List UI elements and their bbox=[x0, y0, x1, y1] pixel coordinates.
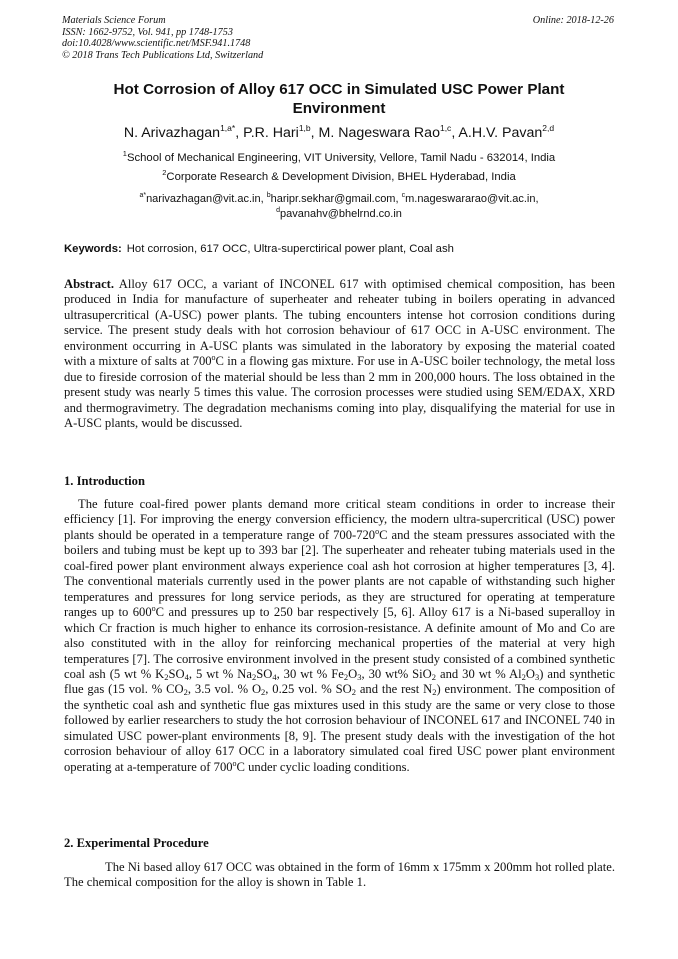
author-name: A.H.V. Pavan bbox=[458, 125, 543, 141]
keywords-label: Keywords: bbox=[64, 243, 122, 255]
subscript: 3 bbox=[534, 671, 540, 682]
subscript: 2 bbox=[343, 671, 349, 682]
author-separator: , bbox=[310, 125, 319, 141]
section-1-heading: 1. Introduction bbox=[64, 474, 145, 488]
online-date: Online: 2018-12-26 bbox=[532, 15, 614, 26]
author-name: P.R. Hari bbox=[243, 125, 299, 141]
subscript: 3 bbox=[357, 671, 362, 682]
journal-name: Materials Science Forum bbox=[62, 15, 166, 26]
subscript: 2 bbox=[164, 671, 169, 682]
author-name: N. Arivazhagan bbox=[123, 125, 221, 141]
subscript: 2 bbox=[351, 687, 356, 698]
abstract bbox=[64, 277, 615, 432]
subscript: 2 bbox=[431, 671, 437, 682]
author-emails bbox=[60, 192, 618, 221]
doi-line[interactable]: doi:10.4028/www.scientific.net/MSF.941.1748 bbox=[62, 38, 251, 50]
intro-text: and 30 wt % Al bbox=[436, 666, 522, 681]
intro-text: SO bbox=[256, 666, 273, 681]
email-sup: c bbox=[401, 192, 406, 199]
keywords-line bbox=[64, 242, 616, 256]
email-sup: d bbox=[276, 206, 281, 214]
subscript: 2 bbox=[521, 671, 526, 682]
intro-text: , 30 wt % Fe bbox=[276, 666, 344, 681]
copyright-line: © 2018 Trans Tech Publications Ltd, Switzerland bbox=[62, 49, 264, 61]
author-list bbox=[40, 124, 638, 142]
email-link[interactable]: m.nageswararao@vit.ac.in, bbox=[405, 193, 539, 205]
intro-text: , 30 wt% SiO bbox=[361, 666, 432, 681]
section-2-body bbox=[64, 860, 615, 891]
author-separator: , bbox=[451, 125, 459, 141]
experimental-text: The Ni based alloy 617 OCC was obtained in the form of 16mm x 175mm x 200mm hot rolled plate. The chemical composition for the alloy is shown in Table 1. bbox=[64, 860, 615, 890]
subscript: 2 bbox=[261, 687, 266, 698]
intro-text: C and the steam pressures associated with the boilers and tubing must be kept up to 393 bar [2]. The superheater and reheater tubing materials used in the coal-fired power plant environment always experience coal ash hot corrosion at higher temperatures [3, 4]. The conventional materials currently used in the power plants are not capable of withstanding such higher temperatures and pressures for long service periods, as they are structured for operating at temperature ranges up to 600 bbox=[64, 527, 616, 620]
journal-header bbox=[62, 15, 462, 61]
intro-text: ) environment. The composition of the synthetic coal ash and synthetic flue gas mixtures used in this study are the same or very close to those followed by earlier researchers to study the hot corrosion behaviour of INCONEL 617 and INCONEL 740 in simulated USC power-plant environments [8, 9]. The present study deals with the investigation of the hot corrosion behaviour of alloy 617 OCC in a laboratory simulated coal fired USC power plant environment operating at a-temperature of 700 bbox=[64, 682, 616, 774]
paper-title: Hot Corrosion of Alloy 617 OCC in Simulated USC Power Plant Environment bbox=[113, 81, 565, 117]
author-sup: 1,c bbox=[439, 123, 452, 133]
subscript: 2 bbox=[432, 687, 437, 698]
abstract-text: C in a flowing gas mixture. For use in A-USC boiler technology, the metal loss due to fireside corrosion of the material should be less than 2 mm in 200,000 hours. The loss obtained in the present study was nearly 5 times this value. The corrosion processes were studied using SEM/EDAX, XRD and thermogravimetry. The degradation mechanisms coming into play, disqualifying the material for use in A-USC plants, would be discussed. bbox=[64, 354, 615, 431]
affiliation-text: Corporate Research & Development Division, BHEL Hyderabad, India bbox=[166, 171, 516, 183]
section-2-heading: 2. Experimental Procedure bbox=[64, 836, 209, 850]
email-link[interactable]: haripr.sekhar@gmail.com, bbox=[270, 193, 402, 205]
email-sup: a* bbox=[139, 192, 147, 199]
intro-text: SO bbox=[168, 666, 185, 681]
section-1-body bbox=[64, 497, 615, 775]
subscript: 2 bbox=[251, 671, 257, 682]
intro-text: C under cyclic loading conditions. bbox=[236, 759, 410, 774]
affiliation-text: School of Mechanical Engineering, VIT University, Vellore, Tamil Nadu - 632014, India bbox=[126, 152, 556, 164]
intro-text: O bbox=[525, 666, 535, 681]
intro-text: , 0.25 vol. % SO bbox=[265, 682, 352, 697]
email-link[interactable]: narivazhagan@vit.ac.in, bbox=[146, 193, 267, 205]
subscript: 4 bbox=[184, 671, 189, 682]
intro-text: ) and synthetic flue gas (15 vol. % CO bbox=[64, 666, 616, 697]
affiliation-sup: 1 bbox=[122, 149, 127, 158]
author-separator: , bbox=[235, 125, 244, 141]
intro-text: , 3.5 vol. % O bbox=[187, 682, 262, 697]
author-sup: 1,b bbox=[298, 123, 311, 133]
author-name: M. Nageswara Rao bbox=[318, 125, 440, 141]
abstract-text: Alloy 617 OCC, a variant of INCONEL 617 with optimised chemical composition, has been produced in India for manufacture of superheater and reheater tubing in boilers operating in advanced ultrasupercritical (A-USC) power plants. The tubing encounters intense hot corrosion conditions during service. The present study deals with hot corrosion behaviour of 617 OCC in A-USC environment. The environment occurring in A-USC plants was simulated in the laboratory by exposing the material coated with a mixture of salts at 700 bbox=[64, 277, 615, 369]
degree-sup: o bbox=[232, 758, 237, 768]
keywords-text: Hot corrosion, 617 OCC, Ultra-superctirical power plant, Coal ash bbox=[126, 243, 454, 255]
intro-text: , 5 wt % Na bbox=[188, 666, 252, 681]
intro-text: The future coal-fired power plants demand more critical steam conditions in order to increase their efficiency [1]. For improving the energy conversion efficiency, the modern ultra-supercritical (USC) power plants should be operated in a temperature range of 700-720 bbox=[64, 497, 615, 542]
author-sup: 2,d bbox=[542, 123, 555, 133]
intro-text: and the rest N bbox=[355, 682, 433, 697]
intro-text: C and pressures up to 250 bar respectively [5, 6]. Alloy 617 is a Ni-based superalloy in which Cr fraction is much higher to enhance its corrosion-resistance. A definite amount of Mo and Co are also constituted with in the alloy for reinforcing mechanical properties of the material at very high temperatures [7]. The corrosive environment involved in the present study consisted of a combined synthetic coal ash (5 wt % K bbox=[64, 605, 615, 681]
subscript: 2 bbox=[183, 687, 188, 698]
subscript: 4 bbox=[272, 671, 277, 682]
email-sup: b bbox=[266, 192, 271, 199]
issn-line: ISSN: 1662-9752, Vol. 941, pp 1748-1753 bbox=[62, 26, 233, 38]
affiliation-sup: 2 bbox=[162, 168, 167, 177]
degree-sup: o bbox=[211, 353, 216, 363]
affiliation-2 bbox=[40, 170, 638, 184]
degree-sup: o bbox=[151, 604, 156, 614]
author-sup: 1,a* bbox=[220, 123, 236, 133]
intro-text: O bbox=[348, 666, 358, 681]
affiliation-1 bbox=[40, 151, 638, 165]
degree-sup: o bbox=[375, 526, 380, 536]
email-link[interactable]: pavanahv@bhelrnd.co.in bbox=[280, 207, 402, 220]
abstract-label: Abstract. bbox=[64, 277, 115, 291]
